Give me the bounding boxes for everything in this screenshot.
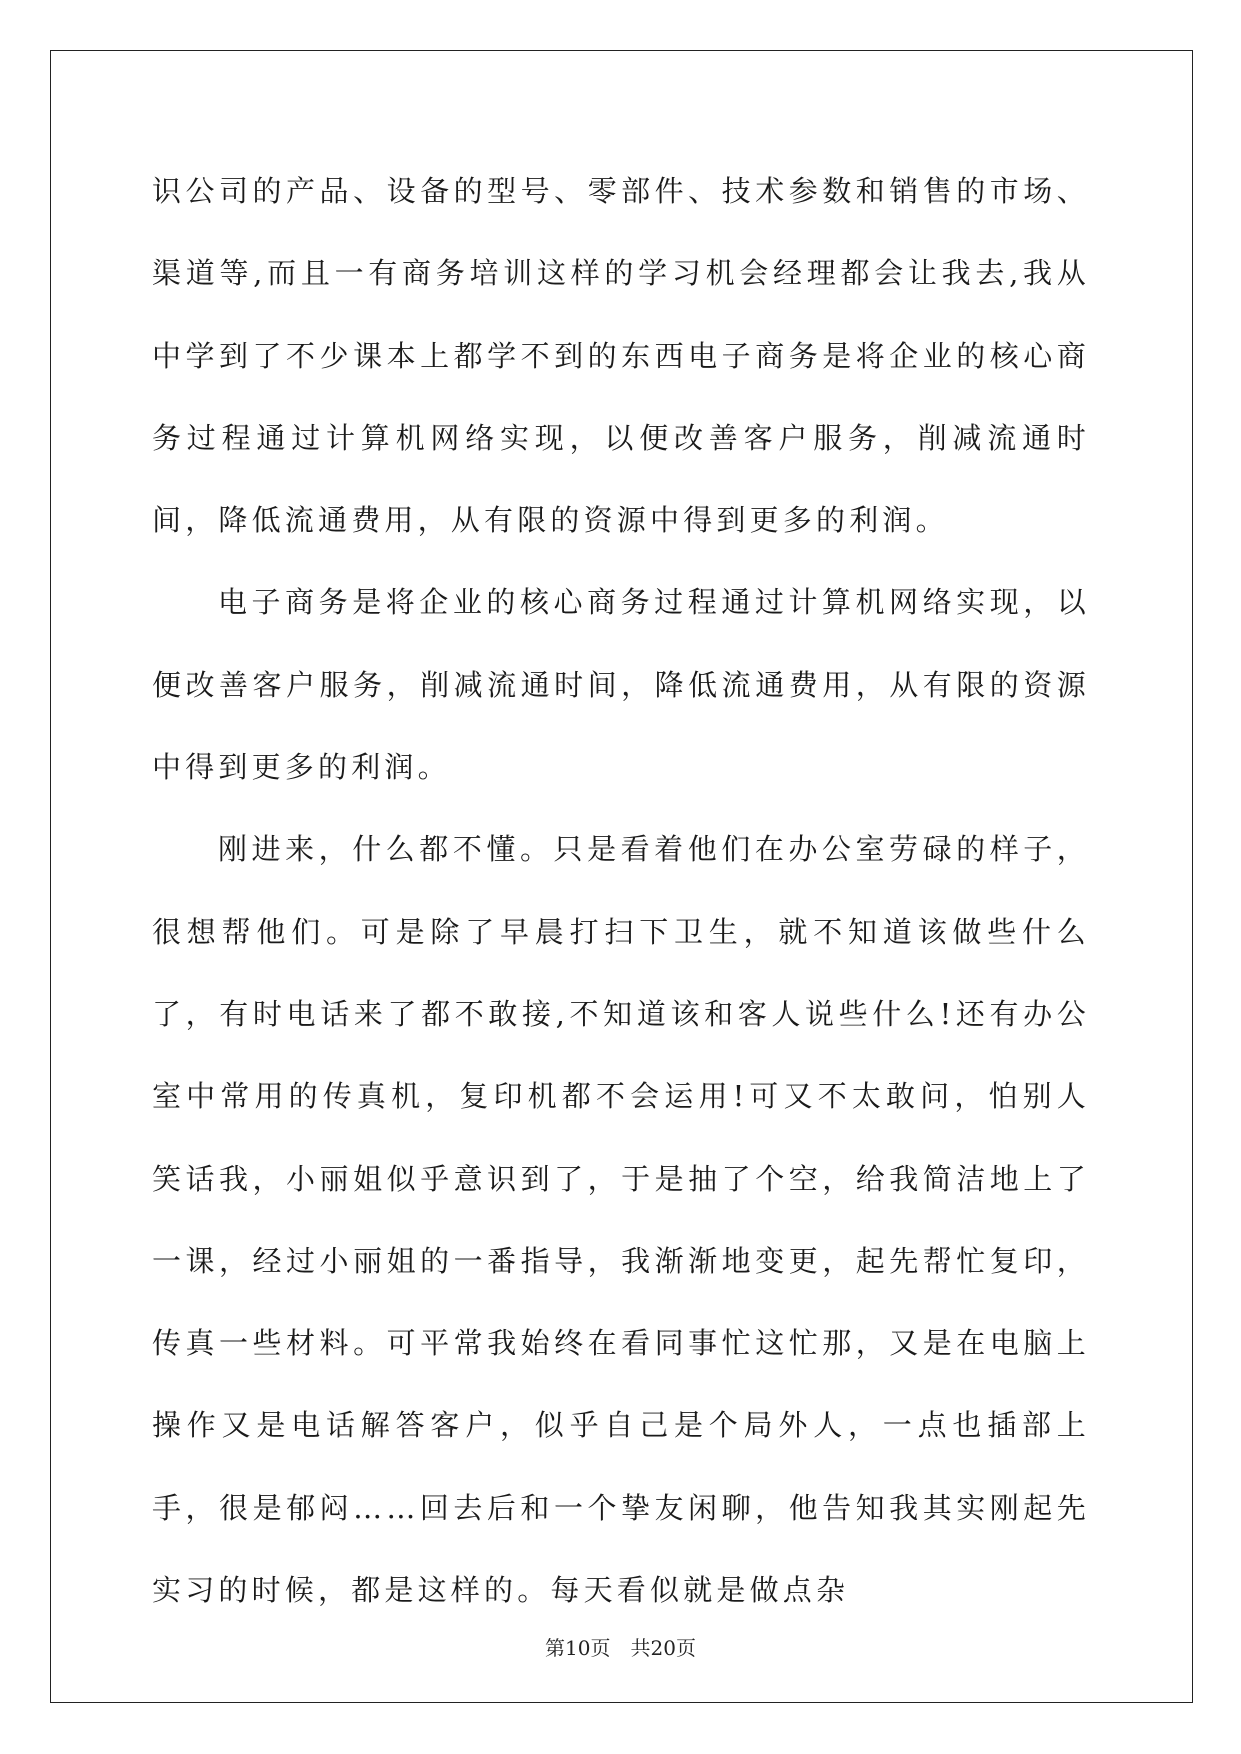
page-footer — [0, 1632, 1241, 1661]
page-number-label: 第10页 共20页 — [545, 1636, 696, 1660]
paragraph-3: 刚进来，什么都不懂。只是看着他们在办公室劳碌的样子，很想帮他们。可是除了早晨打扫下卫生，就不知道该做些什么了，有时电话来了都不敢接,不知道该和客人说些什么!还有办公室中常用的传真机，复印机都不会运用!可又不太敢问，怕别人笑话我，小丽姐似乎意识到了，于是抽了个空，给我简洁地上了一课，经过小丽姐的一番指导，我渐渐地变更，起先帮忙复印，传真一些材料。可平常我始终在看同事忙这忙那，又是在电脑上操作又是电话解答客户，似乎自己是个局外人，一点也插部上手，很是郁闷……回去后和一个挚友闲聊，他告知我其实刚起先实习的时候，都是这样的。每天看似就是做点杂 — [152, 832, 1090, 1608]
paragraph-1: 识公司的产品、设备的型号、零部件、技术参数和销售的市场、渠道等,而且一有商务培训这样的学习机会经理都会让我去,我从中学到了不少课本上都学不到的东西电子商务是将企业的核心商务过程通过计算机网络实现，以便改善客户服务，削减流通时间，降低流通费用，从有限的资源中得到更多的利润。 — [152, 174, 1090, 538]
paragraph-2: 电子商务是将企业的核心商务过程通过计算机网络实现，以便改善客户服务，削减流通时间，降低流通费用，从有限的资源中得到更多的利润。 — [152, 585, 1090, 785]
document-body — [152, 150, 1090, 1631]
